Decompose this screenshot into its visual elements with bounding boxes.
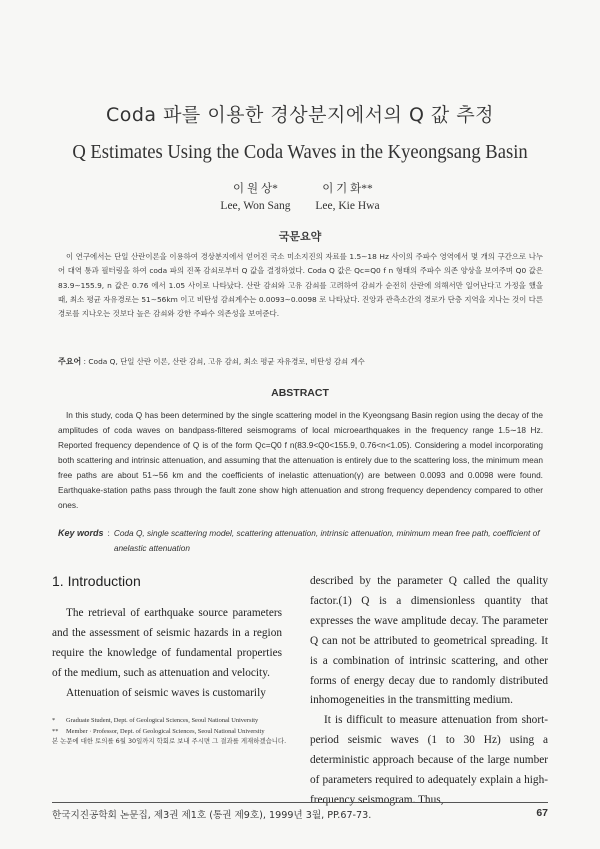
author-2-name-en: Lee, Kie Hwa bbox=[315, 200, 380, 212]
footnote-discussion-notice: 본 논문에 대한 토의를 6월 30일까지 학회로 보내 주시면 그 결과를 게재하겠습니다. bbox=[52, 737, 287, 745]
author-block bbox=[0, 181, 600, 215]
keywords-ko-label: 주요어 bbox=[58, 357, 82, 366]
footnote-1-mark: * bbox=[52, 717, 56, 724]
title-korean: Coda 파를 이용한 경상분지에서의 Q 값 추정 bbox=[105, 104, 495, 126]
intro-paragraph-2: Attenuation of seismic waves is customarily bbox=[66, 686, 266, 699]
footnote-1-text: Graduate Student, Dept. of Geological Sciences, Seoul National University bbox=[66, 717, 259, 724]
abstract-ko-text: 이 연구에서는 단일 산란이론을 이용하여 경상분지에서 얻어진 국소 미소지진의 자료를 1.5∼18 Hz 사이의 주파수 영역에서 몇 개의 구간으로 나누어 대역 통과 필터링을 하여 coda 파의 진폭 감쇠로부터 Q 값을 결정하였다. Coda Q 값은 Qc=Q0 f n 형태의 주파수 의존 양상을 보여주며 Q0 값은 83.9∼155.9, n 값은 0.76 에서 1.05 사이로 나타났다. 산란 감쇠와 고유 감쇠를 고려하여 감쇠가 순전히 산란에 의해서만 일어난다고 가정을 했을 때, 최소 평균 자유경로는 51∼56km 이고 비탄성 감쇠계수는 0.0093∼0.0098 로 나타났다. 진앙과 관측소간의 경로가 단층 지역을 지나는 것이 다른 경로를 지나오는 것보다 높은 감쇠와 강한 주파수 의존성을 보여준다. bbox=[58, 252, 543, 319]
author-2-name-ko: 이 기 화** bbox=[322, 183, 373, 195]
keywords-en-text: Coda Q, single scattering model, scattering attenuation, intrinsic attenuation, minimum mean free path, coefficient of anelastic attenuation bbox=[113, 528, 540, 553]
footer-rule bbox=[52, 802, 548, 803]
footnote-2-text: Member · Professor, Dept. of Geological Sciences, Seoul National University bbox=[66, 727, 265, 735]
author-1 bbox=[220, 181, 290, 215]
abstract-ko-heading: 국문요약 bbox=[278, 230, 322, 243]
abstract-en-text: In this study, coda Q has been determined by the single scattering model in the Kyeongsang Basin region using the decay of the amplitudes of coda waves on bandpass-filtered seismograms of local microearthquakes in the frequency range 1.5∼18 Hz. Reported frequency dependence of Q is of the form Qc=Q0 f n(83.9<Q0<155.9, 0.76<n<1.05). Considering a model incorporating both scattering and intrinsic attenuation, and assuming that the attenuation is entirely due to the scattering loss, the minimum mean free paths are about 51∼56 km and the coefficients of inelastic attenuation(γ) are between 0.0093 and 0.0098 were found. Earthquake-station paths pass through the fault zone show high attenuation and strong frequency dependency compared to other ones. bbox=[58, 410, 543, 510]
title-english: Q Estimates Using the Coda Waves in the Kyeongsang Basin bbox=[72, 141, 528, 163]
footnote-1 bbox=[52, 716, 288, 726]
keywords-en-sep: : bbox=[107, 528, 110, 538]
keywords-en-label: Key words bbox=[58, 528, 104, 538]
keywords-ko-text: Coda Q, 단일 산란 이론, 산란 감쇠, 고유 감쇠, 최소 평균 자유경로, 비탄성 감쇠 계수 bbox=[88, 357, 365, 366]
author-1-name-en: Lee, Won Sang bbox=[220, 200, 291, 212]
footnote-2 bbox=[52, 727, 288, 737]
intro-paragraph-1: The retrieval of earthquake source parameters and the assessment of seismic hazards in a region require the knowledge of fundamental properties of the medium, such as attenuation and velocity. bbox=[52, 606, 282, 679]
keywords-en bbox=[58, 526, 543, 556]
intro-paragraph-4: It is difficult to measure attenuation from short-period seismic waves (1 to 30 Hz) using a deterministic approach because of the large number of parameters required to adequately explain a high-frequency seismogram. Thus, bbox=[310, 714, 548, 806]
abstract-en-heading: ABSTRACT bbox=[271, 387, 329, 399]
footnote-2-mark: ** bbox=[52, 727, 59, 735]
intro-paragraph-3: described by the parameter Q called the quality factor.(1) Q is a dimensionless quantity that expresses the wave amplitude decay. The parameter Q can not be attributed to geometrical spreading. It is a combination of intrinsic scattering, and other forms of energy decay due to randomly distributed inhomogeneities in the transmitting medium. bbox=[310, 575, 548, 707]
page-number: 67 bbox=[536, 807, 548, 819]
keywords-ko bbox=[58, 356, 543, 367]
author-2 bbox=[315, 181, 379, 215]
keywords-ko-sep: : bbox=[83, 357, 89, 366]
footnotes bbox=[52, 716, 288, 747]
section-heading-introduction: 1. Introduction bbox=[52, 573, 141, 589]
author-1-name-ko: 이 원 상* bbox=[233, 183, 278, 195]
body-column-right bbox=[310, 572, 548, 811]
footer-journal-citation: 한국지진공학회 논문집, 제3권 제1호 (통권 제9호), 1999년 3월, PP.67-73. bbox=[52, 810, 372, 821]
body-column-left bbox=[52, 572, 282, 703]
